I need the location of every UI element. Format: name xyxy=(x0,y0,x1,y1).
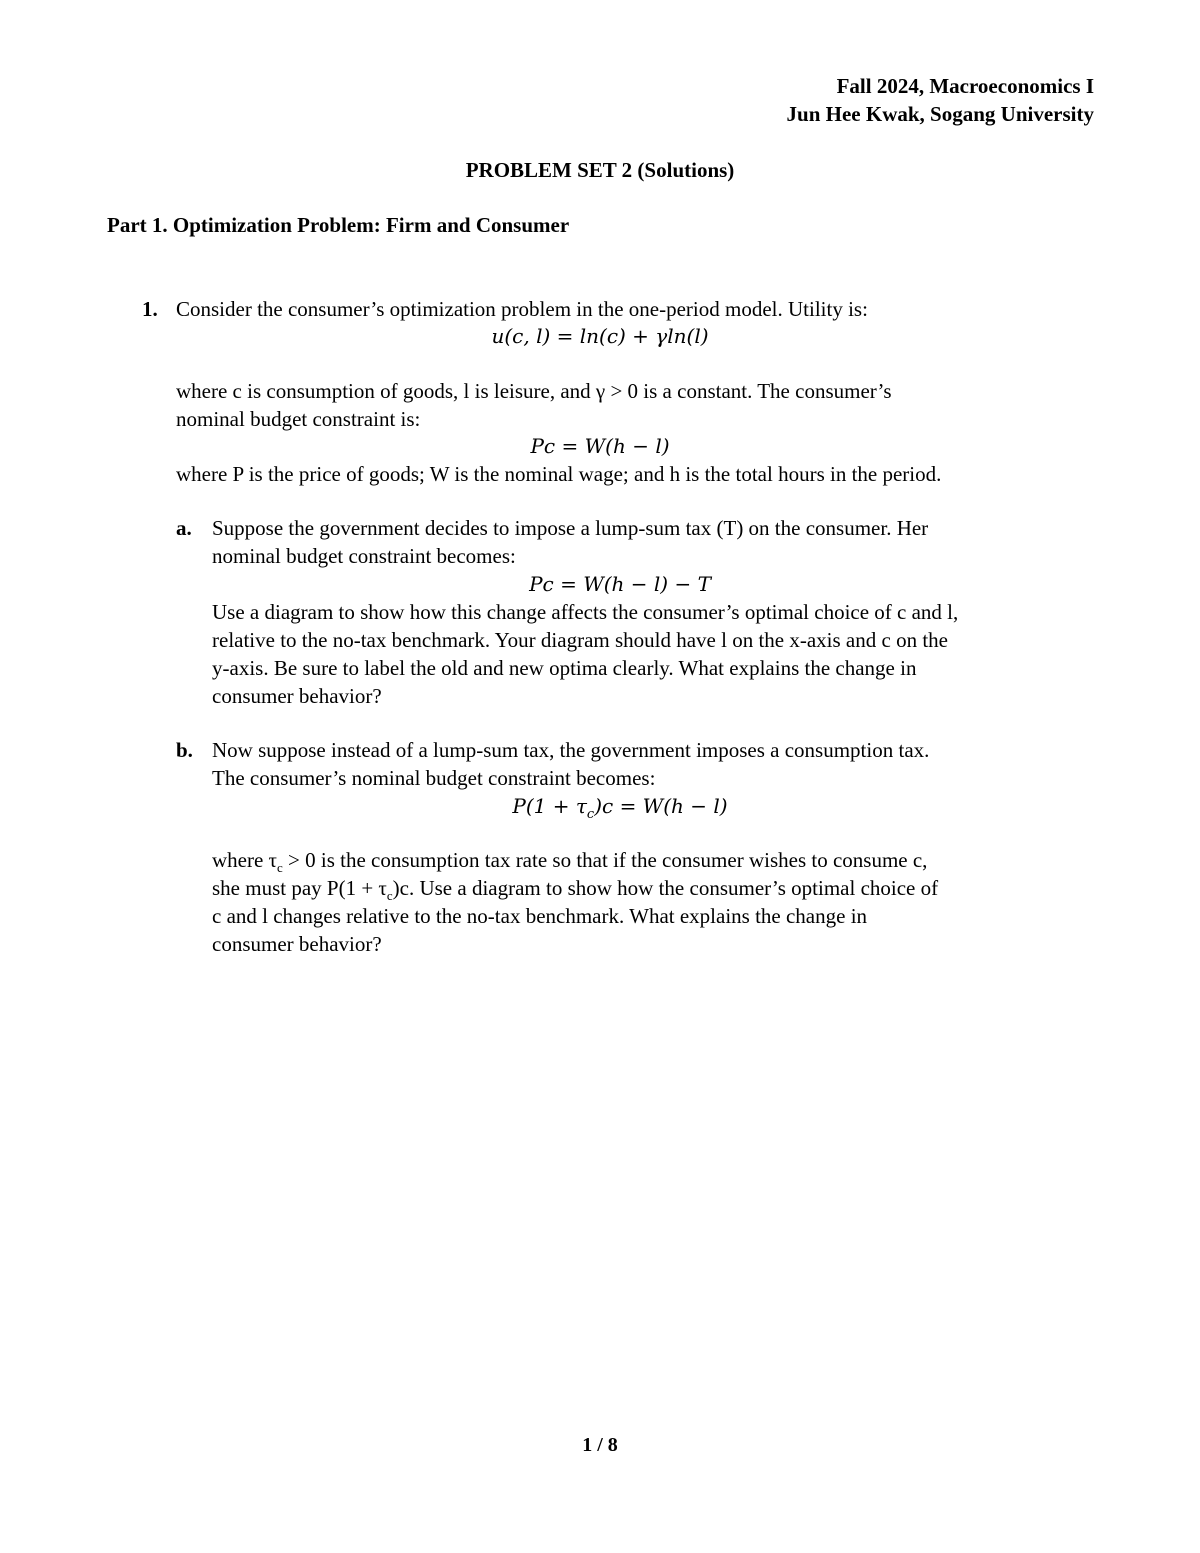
part-a-line: y-axis. Be sure to label the old and new optima clearly. What explains the change in xyxy=(212,656,917,680)
part-b-line: The consumer’s nominal budget constraint becomes: xyxy=(212,766,656,790)
part-a-line: relative to the no-tax benchmark. Your diagram should have l on the x-axis and c on the xyxy=(212,628,948,652)
subscript: c xyxy=(277,860,283,876)
text-run: )c. Use a diagram to show how the consumer’s optimal choice of xyxy=(392,876,939,900)
para2-line2: nominal budget constraint is: xyxy=(176,407,421,431)
utility-equation: u(c, l) = ln(c) + γln(l) xyxy=(491,324,709,348)
eq-left: P(1 + τ xyxy=(512,794,587,818)
text-run: where τ xyxy=(212,848,277,872)
part-b-text-2 xyxy=(212,846,1112,958)
part-a-text-2 xyxy=(212,598,1112,710)
part-b-line: consumer behavior? xyxy=(212,932,382,956)
question-para2 xyxy=(176,377,1106,433)
budget-equation: Pc = W(h − l) xyxy=(530,434,670,458)
part-heading: Part 1. Optimization Problem: Firm and Consumer xyxy=(107,213,570,237)
question-number: 1. xyxy=(142,297,158,321)
para2-line1: where c is consumption of goods, l is leisure, and γ > 0 is a constant. The consumer’s xyxy=(176,379,892,403)
eq-right: )c = W(h − l) xyxy=(594,794,728,818)
question-intro: Consider the consumer’s optimization problem in the one-period model. Utility is: xyxy=(176,297,868,321)
text-run: she must pay P(1 + τ xyxy=(212,876,387,900)
part-a-line: nominal budget constraint becomes: xyxy=(212,544,516,568)
part-a-line: consumer behavior? xyxy=(212,684,382,708)
part-b-line: c and l changes relative to the no-tax benchmark. What explains the change in xyxy=(212,904,868,928)
part-a-equation: Pc = W(h − l) − T xyxy=(529,572,711,596)
part-b-text-1 xyxy=(212,736,1112,792)
part-a-letter: a. xyxy=(176,516,192,540)
page-number: 1 / 8 xyxy=(582,1434,618,1456)
header-author: Jun Hee Kwak, Sogang University xyxy=(786,102,1094,126)
part-b-equation xyxy=(20,792,1200,820)
part-b-letter: b. xyxy=(176,738,193,762)
header-course: Fall 2024, Macroeconomics I xyxy=(836,74,1094,98)
part-a-line: Suppose the government decides to impose a lump-sum tax (T) on the consumer. Her xyxy=(212,516,929,540)
page-title: PROBLEM SET 2 (Solutions) xyxy=(465,158,735,182)
part-b-line xyxy=(212,874,1112,902)
question-para3: where P is the price of goods; W is the nominal wage; and h is the total hours in the period. xyxy=(176,462,942,486)
part-a-line: Use a diagram to show how this change affects the consumer’s optimal choice of c and l, xyxy=(212,600,959,624)
part-a-text-1 xyxy=(212,514,1112,570)
part-b-line: Now suppose instead of a lump-sum tax, the government imposes a consumption tax. xyxy=(212,738,930,762)
part-b-line xyxy=(212,846,1112,874)
eq-sub: c xyxy=(586,807,595,822)
text-run: > 0 is the consumption tax rate so that if the consumer wishes to consume c, xyxy=(282,848,928,872)
subscript: c xyxy=(386,888,393,904)
